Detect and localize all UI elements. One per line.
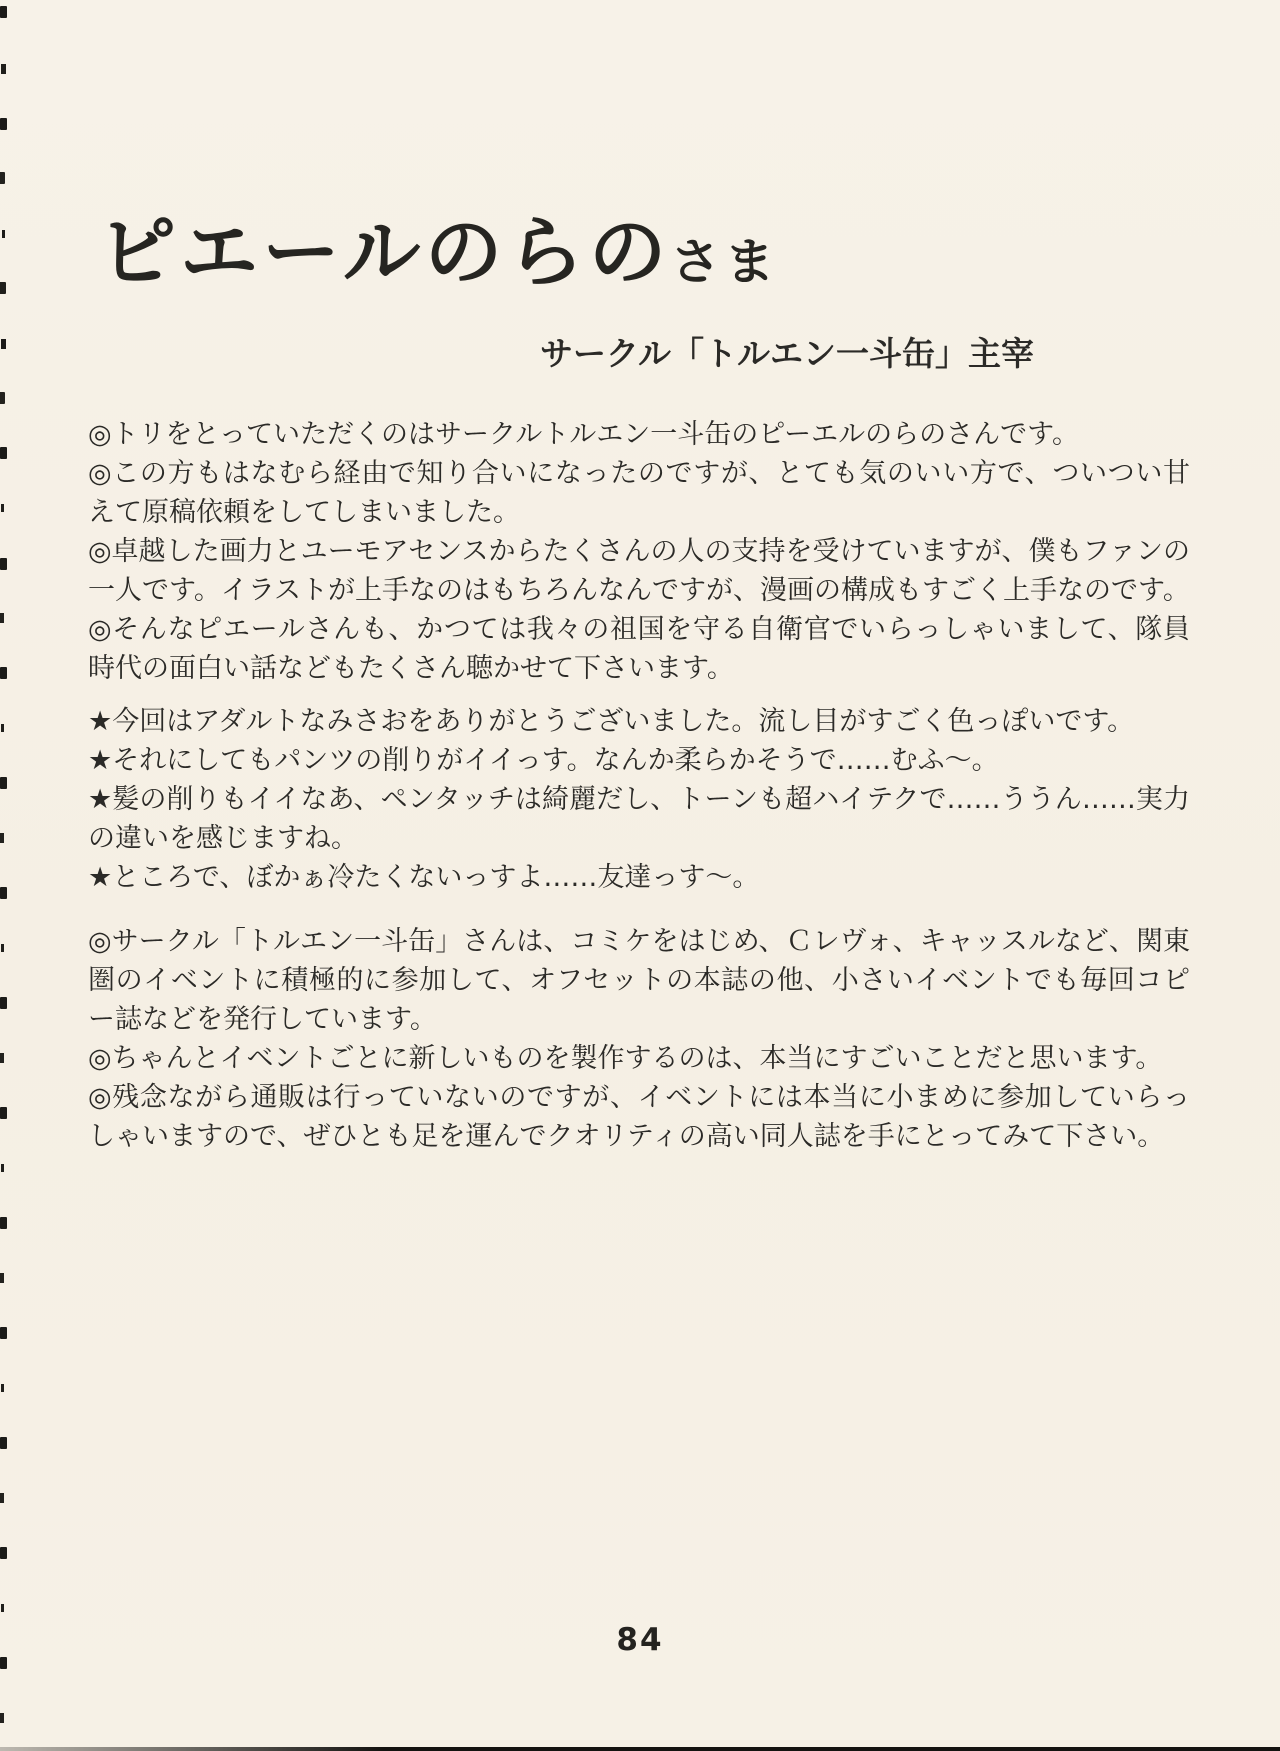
circle-info-block (88, 922, 1190, 1156)
page-title (98, 190, 778, 302)
paragraph: ◎残念ながら通販は行っていないのですが、イベントには本当に小まめに参加していらっしゃいますので、ぜひとも足を運んでクオリティの高い同人誌を手にとってみて下さい。 (88, 1082, 1190, 1152)
paragraph: ◎ちゃんとイベントごとに新しいものを製作するのは、本当にすごいことだと思います。 (88, 1043, 1163, 1074)
paragraph: ★ところで、ぼかぁ冷たくないっすよ……友達っす〜。 (88, 862, 760, 893)
paragraph: ◎卓越した画力とユーモアセンスからたくさんの人の支持を受けていますが、僕もファンの一人です。イラストが上手なのはもちろんなんですが、漫画の構成もすごく上手なのです。 (88, 536, 1190, 606)
paragraph: ◎そんなピエールさんも、かつては我々の祖国を守る自衛官でいらっしゃいまして、隊員時代の面白い話などもたくさん聴かせて下さいます。 (88, 614, 1190, 684)
scan-edge-marks (0, 6, 7, 18)
paragraph: ★髪の削りもイイなあ、ペンタッチは綺麗だし、トーンも超ハイテクで……ううん……実力の違いを感じますね。 (88, 784, 1190, 854)
paragraph: ★今回はアダルトなみさおをありがとうございました。流し目がすごく色っぽいです。 (88, 706, 1135, 737)
intro-block (88, 415, 1190, 688)
page-number: 84 (616, 1622, 664, 1658)
paragraph: ★それにしてもパンツの削りがイイっす。なんか柔らかそうで……むふ〜。 (88, 745, 999, 776)
page-title-suffix: さま (670, 233, 779, 291)
page-title-main: ピエールのらの (98, 208, 671, 298)
paragraph: ◎トリをとっていただくのはサークルトルエン一斗缶のピーエルのらのさんです。 (88, 419, 1079, 450)
paragraph: ◎この方もはなむら経由で知り合いになったのですが、とても気のいい方で、ついつい甘えて原稿依頼をしてしまいました。 (88, 458, 1190, 528)
scan-bottom-edge (0, 1747, 1280, 1751)
circle-subtitle: サークル「トルエン一斗缶」主宰 (540, 334, 1035, 373)
comments-block (88, 702, 1190, 897)
paragraph: ◎サークル「トルエン一斗缶」さんは、コミケをはじめ、Ｃレヴォ、キャッスルなど、関東圏のイベントに積極的に参加して、オフセットの本誌の他、小さいイベントでも毎回コピー誌などを発行しています。 (88, 926, 1190, 1035)
